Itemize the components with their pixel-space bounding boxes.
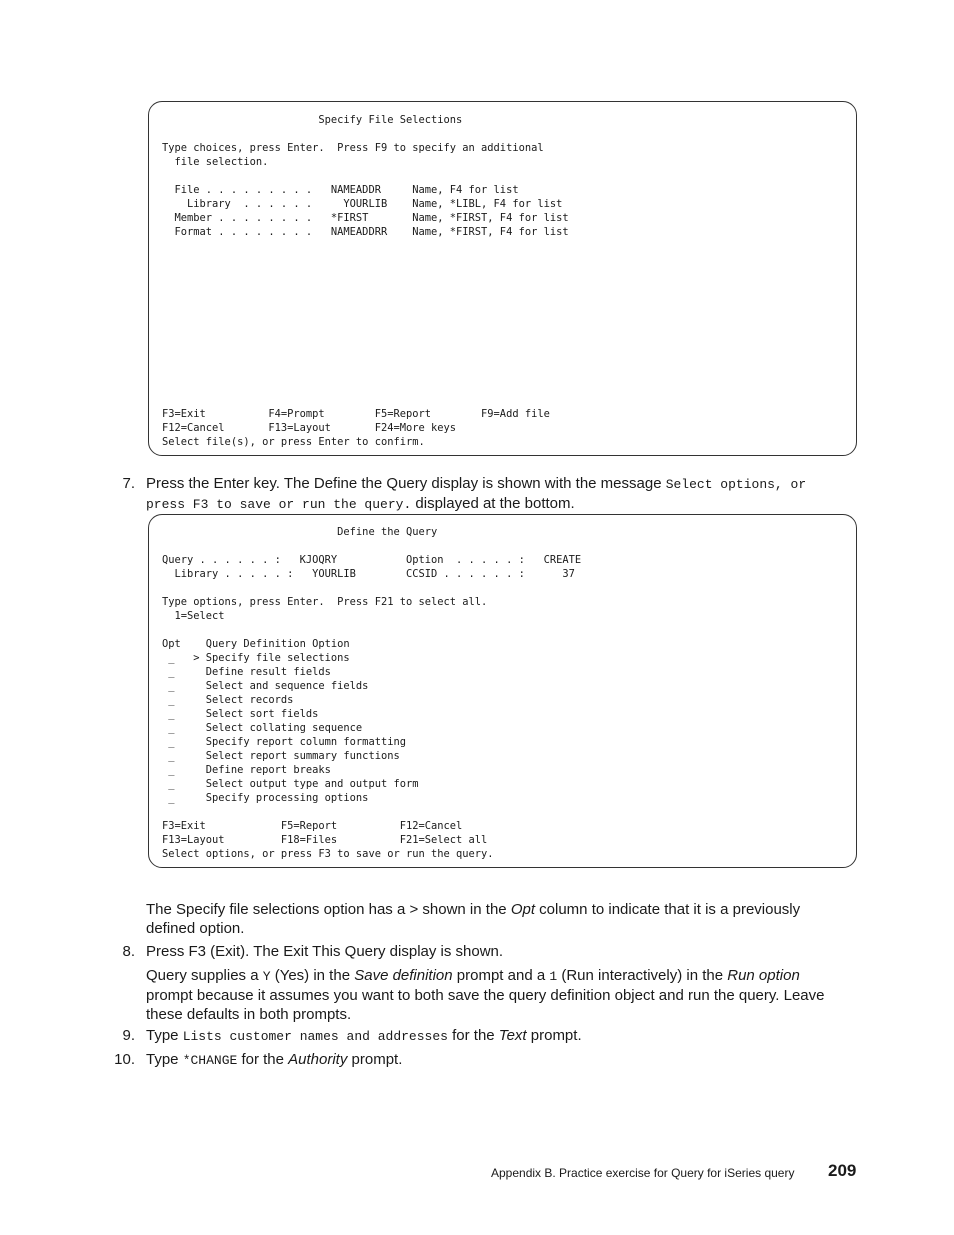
opt-column-paragraph: [146, 900, 846, 938]
para-text: prompt.: [526, 1027, 582, 1044]
step-number: 8.: [122, 943, 135, 960]
status-message: Select options, or press F3 to save or run the query.: [162, 848, 494, 860]
para-text: prompt and a: [452, 967, 550, 984]
option-row: _ Define result fields: [162, 666, 331, 678]
function-keys-line: F13=Layout F18=Files F21=Select all: [162, 834, 488, 846]
screen-line: Query . . . . . . : KJOQRY Option . . . . . : CREATE: [162, 554, 582, 566]
step-8-text: Press F3 (Exit). The Exit This Query display is shown.: [146, 943, 504, 960]
para-text: Query supplies a: [146, 967, 263, 984]
option-row: _ Specify processing options: [162, 792, 369, 804]
italic-term: Opt: [510, 901, 535, 918]
step-text: Press the Enter key. The Define the Query display is shown with the message: [146, 475, 666, 492]
code-text: *CHANGE: [182, 1053, 238, 1068]
function-keys-line: F3=Exit F4=Prompt F5=Report F9=Add file: [162, 408, 550, 420]
specify-file-selections-screen: [148, 101, 857, 456]
step-7-text: [146, 474, 846, 514]
italic-term: Run option: [727, 967, 800, 984]
option-row: _ Define report breaks: [162, 764, 331, 776]
function-keys-line: F3=Exit F5=Report F12=Cancel: [162, 820, 463, 832]
code-text: Select options, or: [665, 477, 807, 492]
option-row: _ Select report summary functions: [162, 750, 400, 762]
step-9-text: [146, 1026, 846, 1046]
screen-line: file selection.: [162, 156, 269, 168]
function-keys-line: F12=Cancel F13=Layout F24=More keys: [162, 422, 457, 434]
option-row: _ Select collating sequence: [162, 722, 363, 734]
para-text: prompt.: [347, 1051, 403, 1068]
para-text: Type: [146, 1051, 183, 1068]
step-number: 7.: [122, 475, 135, 492]
screen-line: Specify File Selections: [162, 114, 463, 126]
para-text: The Specify file selections option has a > shown in the: [146, 901, 511, 918]
step-number: 10.: [114, 1051, 135, 1068]
screen-line: Opt Query Definition Option: [162, 638, 350, 650]
step-10-text: [146, 1050, 846, 1070]
screen-line: Define the Query: [162, 526, 438, 538]
screen-line: Library . . . . . . YOURLIB Name, *LIBL, F4 for list: [162, 198, 563, 210]
code-text: press F3 to save or run the query.: [146, 497, 412, 512]
step-text: displayed at the bottom.: [411, 495, 575, 512]
screen-line: Library . . . . . : YOURLIB CCSID . . . . . . : 37: [162, 568, 575, 580]
page-number: 209: [828, 1161, 857, 1180]
option-row: _ Select and sequence fields: [162, 680, 369, 692]
status-message: Select file(s), or press Enter to confirm.: [162, 436, 425, 448]
option-row: _ Select records: [162, 694, 294, 706]
italic-term: Text: [498, 1027, 527, 1044]
option-row: _ Select output type and output form: [162, 778, 419, 790]
running-footer: Appendix B. Practice exercise for Query for iSeries query: [491, 1166, 795, 1180]
para-text: for the: [447, 1027, 499, 1044]
para-text: (Yes) in the: [270, 967, 355, 984]
step-number: 9.: [122, 1027, 135, 1044]
option-row: _ > Specify file selections: [162, 652, 350, 664]
screen-line: Format . . . . . . . . NAMEADDRR Name, *FIRST, F4 for list: [162, 226, 569, 238]
step-8-paragraph: [146, 966, 846, 1024]
option-row: _ Select sort fields: [162, 708, 319, 720]
para-text: for the: [237, 1051, 289, 1068]
screen-line: Type choices, press Enter. Press F9 to specify an additional: [162, 142, 544, 154]
para-text: column to indicate that it is a previously defined option.: [146, 901, 801, 937]
para-text: Type: [146, 1027, 183, 1044]
screen-line: File . . . . . . . . . NAMEADDR Name, F4 for list: [162, 184, 519, 196]
para-text: (Run interactively) in the: [557, 967, 728, 984]
option-row: _ Specify report column formatting: [162, 736, 406, 748]
code-text: Y: [262, 969, 271, 984]
italic-term: Authority: [288, 1051, 348, 1068]
screen-line: Type options, press Enter. Press F21 to select all.: [162, 596, 488, 608]
define-the-query-screen: [148, 514, 857, 868]
code-text: 1: [549, 969, 558, 984]
para-text: prompt because it assumes you want to both save the query definition object and run the query. Leave these defaults in both prompts.: [146, 987, 825, 1023]
screen-line: Member . . . . . . . . *FIRST Name, *FIRST, F4 for list: [162, 212, 569, 224]
code-text: Lists customer names and addresses: [182, 1029, 448, 1044]
screen-line: 1=Select: [162, 610, 225, 622]
italic-term: Save definition: [354, 967, 453, 984]
